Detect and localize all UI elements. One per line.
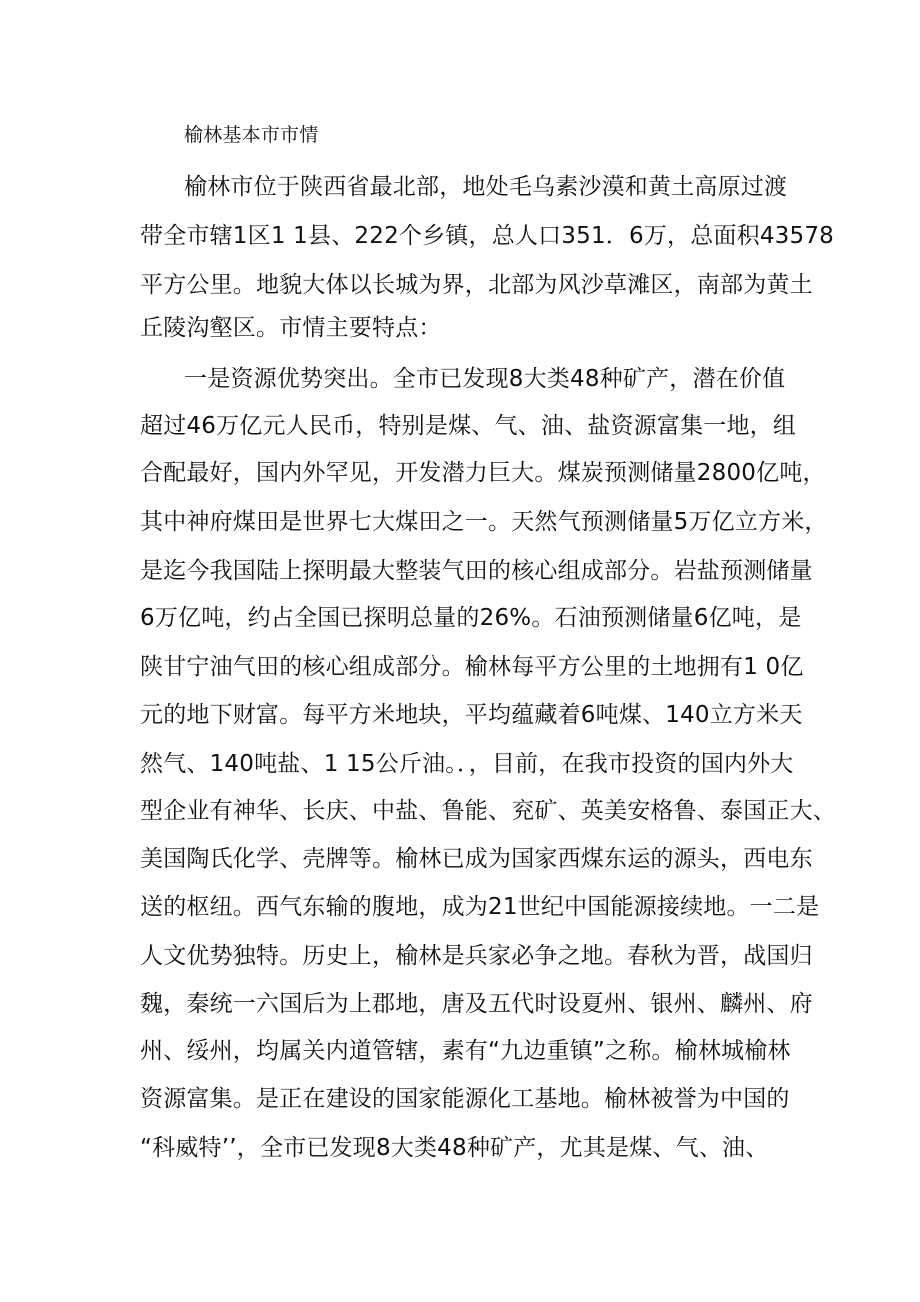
- paragraph-2-line-7: 陕甘宁油气田的核心组成部分。榆林每平方公里的土地拥有1 0亿: [140, 654, 804, 680]
- paragraph-2-line-14: 魏，秦统一六国后为上郡地，唐及五代时设夏州、银州、麟州、府: [140, 991, 813, 1017]
- paragraph-2-line-12: 送的枢纽。西气东输的腹地，成为21世纪中国能源接续地。一二是: [140, 894, 820, 920]
- paragraph-2-line-6: 6万亿吨，约占全国已探明总量的26%。石油预测储量6亿吨，是: [140, 605, 802, 631]
- paragraph-2-line-4: 其中神府煤田是世界七大煤田之一。天然气预测储量5万亿立方米，: [140, 509, 828, 535]
- paragraph-2-line-10: 型企业有神华、长庆、中盐、鲁能、兖矿、英美安格鲁、泰国正大、: [140, 798, 836, 824]
- paragraph-2-line-17: “科威特’’，全市已发现8大类48种矿产，尤其是煤、气、油、: [140, 1135, 769, 1161]
- paragraph-1-line-1: 榆林市位于陕西省最北部，地处毛乌素沙漠和黄土高原过渡: [184, 174, 788, 200]
- paragraph-2-line-15: 州、绥州，均属关内道管辖，素有“九边重镇”之称。榆林城榆林: [140, 1038, 791, 1064]
- paragraph-1-line-4: 丘陵沟壑区。市情主要特点：: [140, 315, 442, 341]
- paragraph-2-line-13: 人文优势独特。历史上，榆林是兵家必争之地。春秋为晋，战国归: [140, 943, 813, 969]
- paragraph-1-line-3: 平方公里。地貌大体以长城为界，北部为风沙草滩区，南部为黄土: [140, 272, 813, 298]
- paragraph-2-line-3: 合配最好，国内外罕见，开发潜力巨大。煤炭预测储量2800亿吨，: [140, 460, 826, 486]
- paragraph-2-line-8: 元的地下财富。每平方米地块，平均蕴藏着6吨煤、140立方米天: [140, 702, 803, 728]
- paragraph-1-line-2: 带全市辖1区1 1县、222个乡镇，总人口351．6万，总面积43578: [140, 223, 835, 249]
- paragraph-2-line-9: 然气、140吨盐、1 15公斤油。．，目前，在我市投资的国内外大: [140, 751, 794, 777]
- paragraph-2-line-5: 是迄今我国陆上探明最大整装气田的核心组成部分。岩盐预测储量: [140, 558, 813, 584]
- paragraph-2-line-1: 一是资源优势突出。全市已发现8大类48种矿产，潜在价值: [184, 366, 786, 392]
- paragraph-2-line-2: 超过46万亿元人民币，特别是煤、气、油、盐资源富集一地，组: [140, 413, 797, 439]
- paragraph-2-line-16: 资源富集。是正在建设的国家能源化工基地。榆林被誉为中国的: [140, 1086, 790, 1112]
- document-title: 榆林基本市市情: [184, 124, 319, 146]
- paragraph-2-line-11: 美国陶氏化学、壳牌等。榆林已成为国家西煤东运的源头，西电东: [140, 846, 813, 872]
